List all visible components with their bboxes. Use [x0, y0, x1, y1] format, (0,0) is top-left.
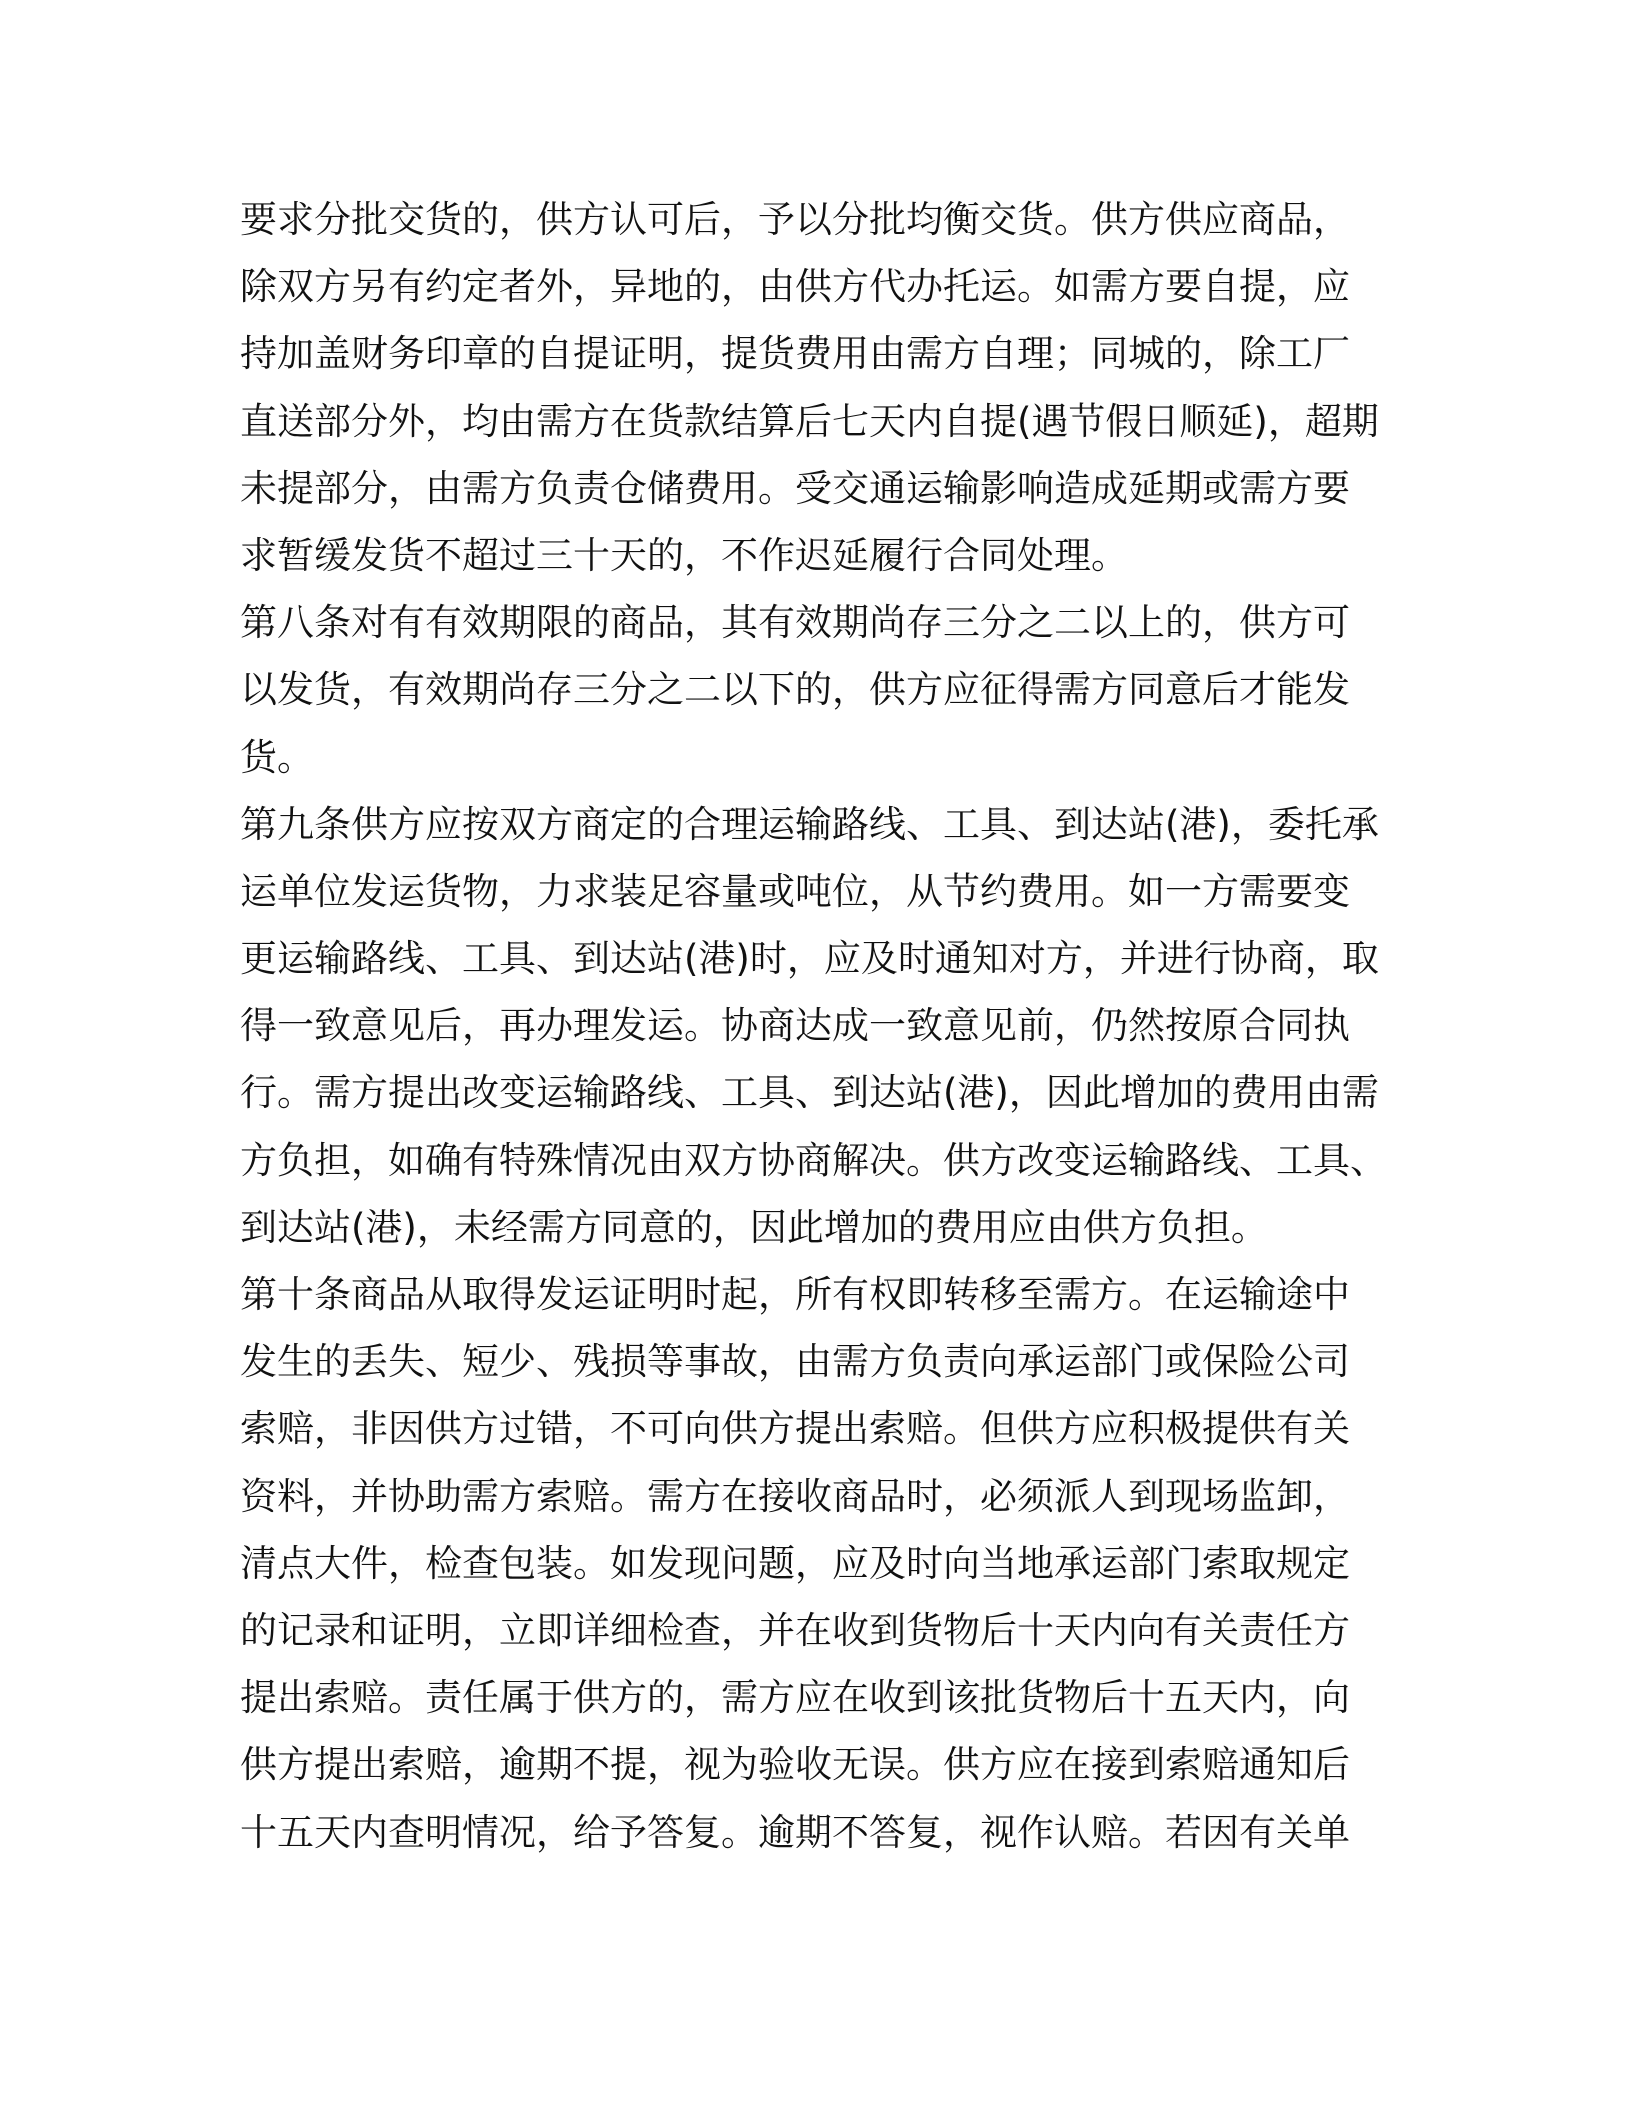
text-line: 发生的丢失、短少、残损等事故，由需方负责向承运部门或保险公司 — [240, 1340, 1350, 1384]
text-line: 的记录和证明，立即详细检查，并在收到货物后十天内向有关责任方 — [240, 1608, 1350, 1652]
text-line: 供方提出索赔，逾期不提，视为验收无误。供方应在接到索赔通知后 — [240, 1743, 1350, 1787]
text-line: 索赔，非因供方过错，不可向供方提出索赔。但供方应积极提供有关 — [240, 1407, 1350, 1451]
article-10-line: 第十条商品从取得发运证明时起，所有权即转移至需方。在运输途中 — [240, 1273, 1350, 1316]
text-line: 求暂缓发货不超过三十天的，不作迟延履行合同处理。 — [240, 533, 1128, 577]
text-line: 以发货，有效期尚存三分之二以下的，供方应征得需方同意后才能发 — [240, 668, 1350, 712]
text-line: 资料，并协助需方索赔。需方在接收商品时，必须派人到现场监卸， — [240, 1474, 1350, 1518]
text-line: 清点大件，检查包装。如发现问题，应及时向当地承运部门索取规定 — [240, 1541, 1350, 1585]
text-line: 行。需方提出改变运输路线、工具、到达站(港)，因此增加的费用由需 — [240, 1071, 1379, 1115]
article-8-line: 第八条对有有效期限的商品，其有效期尚存三分之二以上的，供方可 — [240, 601, 1350, 645]
text-line: 到达站(港)，未经需方同意的，因此增加的费用应由供方负担。 — [240, 1205, 1268, 1249]
text-line: 要求分批交货的，供方认可后，予以分批均衡交货。供方供应商品， — [240, 198, 1350, 241]
text-line: 提出索赔。责任属于供方的，需方应在收到该批货物后十五天内，向 — [240, 1676, 1350, 1720]
contract-text-body — [240, 186, 1400, 1866]
text-line: 直送部分外，均由需方在货款结算后七天内自提(遇节假日顺延)，超期 — [240, 399, 1379, 443]
text-line: 未提部分，由需方负责仓储费用。受交通运输影响造成延期或需方要 — [240, 466, 1350, 510]
article-9-line: 第九条供方应按双方商定的合理运输路线、工具、到达站(港)，委托承 — [240, 802, 1379, 846]
text-line: 货。 — [240, 735, 314, 779]
text-line: 运单位发运货物，力求装足容量或吨位，从节约费用。如一方需要变 — [240, 869, 1350, 913]
text-line: 方负担，如确有特殊情况由双方协商解决。供方改变运输路线、工具、 — [240, 1138, 1387, 1182]
text-line: 十五天内查明情况，给予答复。逾期不答复，视作认赔。若因有关单 — [240, 1810, 1350, 1854]
text-line: 更运输路线、工具、到达站(港)时，应及时通知对方，并进行协商，取 — [240, 937, 1379, 981]
text-line: 持加盖财务印章的自提证明，提货费用由需方自理；同城的，除工厂 — [240, 332, 1350, 376]
text-line: 除双方另有约定者外，异地的，由供方代办托运。如需方要自提，应 — [240, 265, 1350, 309]
text-line: 得一致意见后，再办理发运。协商达成一致意见前，仍然按原合同执 — [240, 1004, 1350, 1048]
